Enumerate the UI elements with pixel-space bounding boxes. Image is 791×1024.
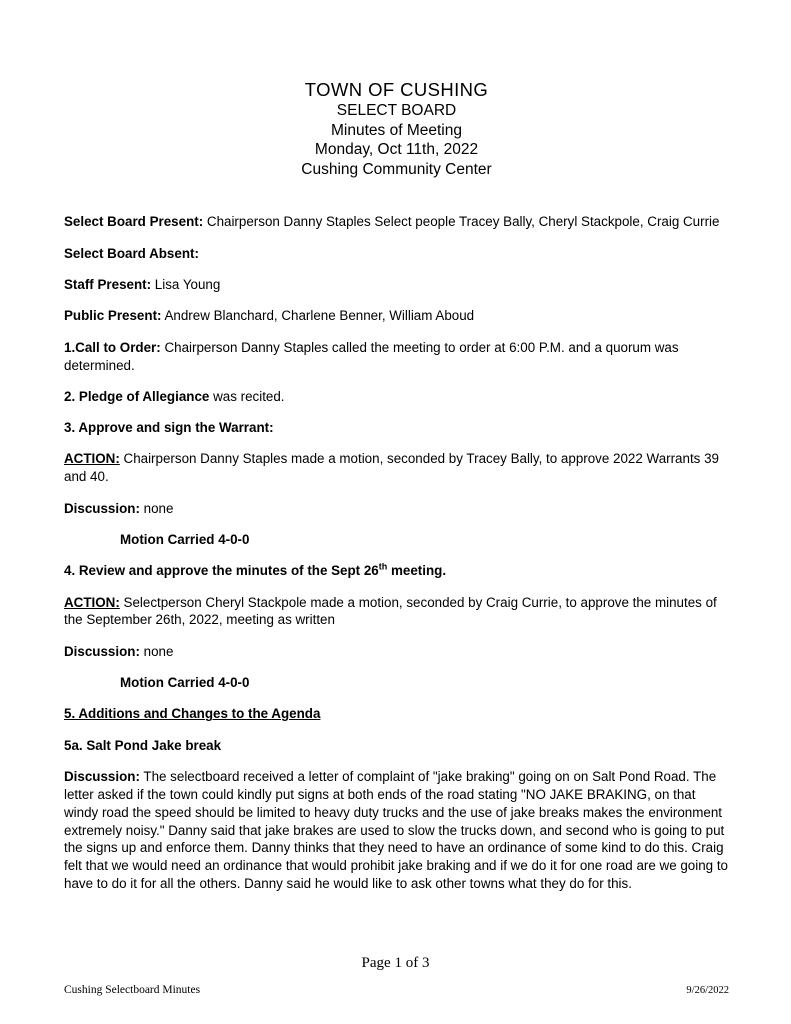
discussion-label-2: Discussion: xyxy=(64,643,140,659)
document-type: Minutes of Meeting xyxy=(331,121,462,139)
select-board-present xyxy=(64,213,729,231)
public-present-label: Public Present: xyxy=(64,308,162,324)
footer-title: Cushing Selectboard Minutes xyxy=(64,984,201,996)
meeting-date: Monday, Oct 11th, 2022 xyxy=(314,141,479,159)
discussion-label: Discussion: xyxy=(64,500,140,516)
call-to-order-label: 1.Call to Order: xyxy=(64,339,161,355)
minutes-heading-pre: 4. Review and approve the minutes of the Sept 26 xyxy=(64,563,379,579)
document-body xyxy=(64,213,729,893)
call-to-order-value: Chairperson Danny Staples called the meeting to order at 6:00 P.M. and a quorum was determined. xyxy=(64,339,679,373)
board-title: SELECT BOARD xyxy=(336,102,457,120)
public-present xyxy=(64,307,729,325)
warrant-heading xyxy=(64,419,729,437)
meeting-location: Cushing Community Center xyxy=(301,160,492,178)
public-present-value: Andrew Blanchard, Charlene Benner, William Aboud xyxy=(161,308,475,324)
town-title: TOWN OF CUSHING xyxy=(304,79,489,100)
staff-present-label: Staff Present: xyxy=(64,277,152,293)
pledge-value: was recited. xyxy=(209,388,285,404)
jake-break-discussion-value: The selectboard received a letter of complaint of "jake braking" going on on Salt Pond Road. The letter asked if the town could kindly put signs at both ends of the road stating "NO JAKE BRAKING, on that windy road the speed should be limited to heavy duty trucks and the use of jake breaks makes the environment extremely noisy." Danny said that jake brakes are used to slow the trucks down, and second who is going to put the signs up and enforce them. Danny thinks that they need to have an ordinance of some kind to do this. Craig felt that we would need an ordinance that would prohibit jake braking and if we do it for one road are we going to have to do it for all the others. Danny said he would like to ask other towns what they do for this. xyxy=(64,769,729,892)
warrant-heading-label: 3. Approve and sign the Warrant: xyxy=(64,420,274,436)
additions-heading xyxy=(64,705,729,723)
additions-heading-label: 5. Additions and Changes to the Agenda xyxy=(64,706,321,722)
jake-break-heading xyxy=(64,737,729,755)
pledge-label: 2. Pledge of Allegiance xyxy=(64,388,210,404)
select-board-absent xyxy=(64,245,729,263)
jake-break-heading-label: 5a. Salt Pond Jake break xyxy=(64,737,222,753)
discussion-warrant-value: none xyxy=(139,500,174,516)
motion-carried-minutes: Motion Carried 4-0-0 xyxy=(120,675,250,691)
action-minutes-value: Selectperson Cheryl Stackpole made a motion, seconded by Craig Currie, to approve the minutes of the September 26th, 2022, meeting as written xyxy=(64,594,717,628)
call-to-order xyxy=(64,339,729,375)
discussion-warrant xyxy=(64,500,729,518)
action-warrant xyxy=(64,450,729,486)
action-label: ACTION: xyxy=(64,451,120,467)
minutes-heading-ordinal: th xyxy=(378,561,388,572)
discussion-minutes xyxy=(64,643,729,661)
select-board-present-value: Chairperson Danny Staples Select people Tracey Bally, Cheryl Stackpole, Craig Currie xyxy=(203,214,720,230)
document-header xyxy=(64,78,729,179)
motion-carried-warrant: Motion Carried 4-0-0 xyxy=(120,531,250,547)
staff-present-value: Lisa Young xyxy=(151,277,221,293)
select-board-present-label: Select Board Present: xyxy=(64,214,204,230)
footer-date: 9/26/2022 xyxy=(686,985,729,996)
select-board-absent-label: Select Board Absent: xyxy=(64,245,199,261)
pledge-of-allegiance xyxy=(64,388,729,406)
minutes-heading-post: meeting. xyxy=(387,563,447,579)
jake-break-discussion-label: Discussion: xyxy=(64,769,140,785)
staff-present xyxy=(64,276,729,294)
document-footer xyxy=(64,984,729,996)
action-minutes xyxy=(64,594,729,630)
minutes-heading xyxy=(64,562,729,580)
action-warrant-value: Chairperson Danny Staples made a motion, seconded by Tracey Bally, to approve 2022 Warrants 39 and 40. xyxy=(64,451,719,485)
jake-break-discussion xyxy=(64,768,729,893)
discussion-minutes-value: none xyxy=(139,643,174,659)
action-label-2: ACTION: xyxy=(64,594,120,610)
page-number: Page 1 of 3 xyxy=(361,955,430,971)
